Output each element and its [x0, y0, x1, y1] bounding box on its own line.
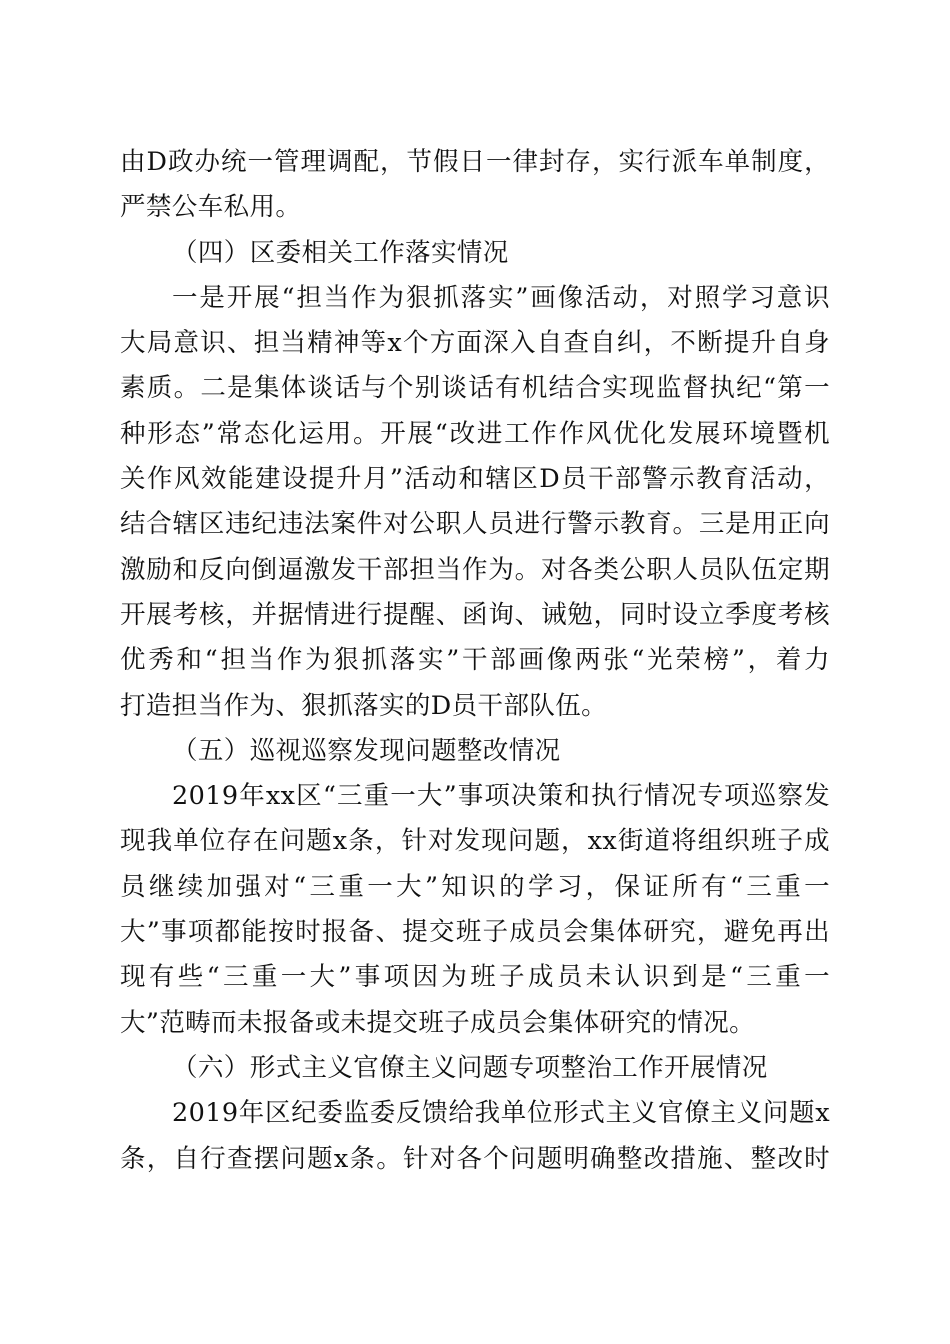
text-line-16: 现我单位存在问题x条，针对发现问题，xx街道将组织班子成	[120, 826, 830, 857]
text-line-7: 种形态”常态化运用。开展“改进工作作风优化发展环境暨机	[120, 418, 830, 449]
text-line-15: 2019年xx区“三重一大”事项决策和执行情况专项巡察发	[172, 781, 830, 812]
text-line-8: 关作风效能建设提升月”活动和辖区D员干部警示教育活动，	[120, 464, 830, 495]
section-heading-4: （四）区委相关工作落实情况	[172, 237, 509, 268]
text-line-6: 素质。二是集体谈话与个别谈话有机结合实现监督执纪“第一	[120, 373, 830, 404]
text-line-11: 开展考核，并据情进行提醒、函询、诫勉，同时设立季度考核	[120, 599, 830, 630]
text-line-9: 结合辖区违纪违法案件对公职人员进行警示教育。三是用正向	[120, 509, 830, 540]
text-line-13: 打造担当作为、狠抓落实的D员干部队伍。	[120, 690, 608, 721]
section-heading-5: （五）巡视巡察发现问题整改情况	[172, 735, 561, 766]
section-heading-6: （六）形式主义官僚主义问题专项整治工作开展情况	[172, 1052, 768, 1083]
text-line-17: 员继续加强对“三重一大”知识的学习，保证所有“三重一	[120, 871, 830, 902]
text-line-22: 2019年区纪委监委反馈给我单位形式主义官僚主义问题x	[172, 1098, 830, 1129]
text-line-1: 由D政办统一管理调配，节假日一律封存，实行派车单制度，	[120, 147, 830, 177]
text-line-5: 大局意识、担当精神等x个方面深入自查自纠，不断提升自身	[120, 328, 830, 359]
text-line-20: 大”范畴而未报备或未提交班子成员会集体研究的情况。	[120, 1007, 756, 1038]
text-line-23: 条，自行查摆问题x条。针对各个问题明确整改措施、整改时	[120, 1143, 830, 1174]
text-line-10: 激励和反向倒逼激发干部担当作为。对各类公职人员队伍定期	[120, 554, 830, 585]
document-page	[120, 140, 830, 1182]
text-line-4: 一是开展“担当作为狠抓落实”画像活动，对照学习意识	[172, 282, 830, 313]
text-line-18: 大”事项都能按时报备、提交班子成员会集体研究，避免再出	[120, 917, 830, 948]
text-line-2: 严禁公车私用。	[120, 192, 302, 223]
text-line-19: 现有些“三重一大”事项因为班子成员未认识到是“三重一	[120, 962, 830, 993]
text-line-12: 优秀和“担当作为狠抓落实”干部画像两张“光荣榜”，着力	[120, 645, 830, 676]
